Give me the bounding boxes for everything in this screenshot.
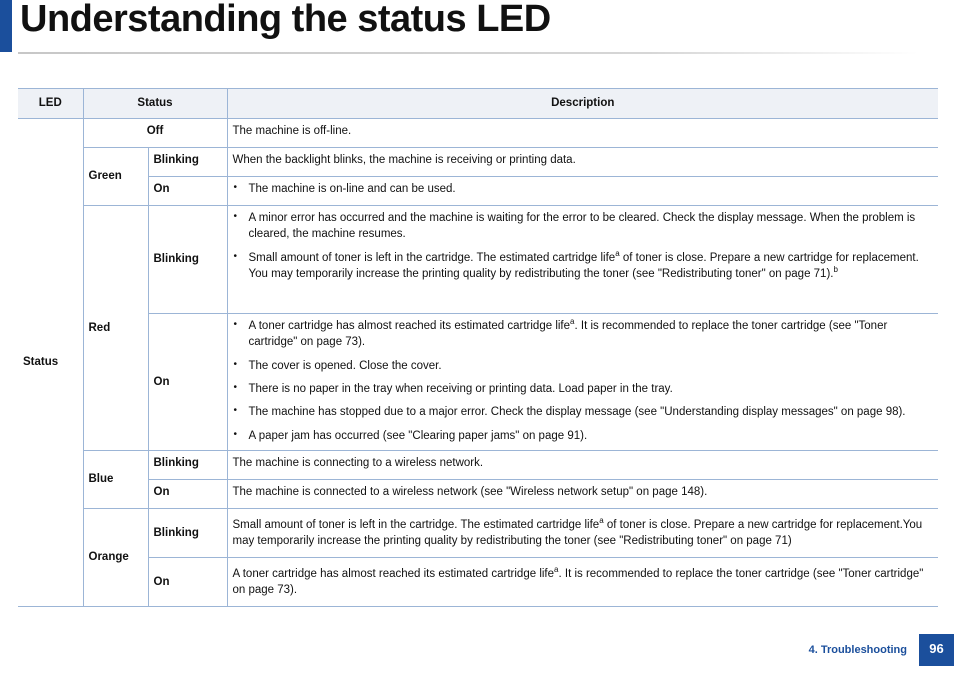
status-off: Off: [83, 119, 227, 148]
list-item: • A paper jam has occurred (see "Clearing paper jams" on page 91).: [233, 428, 934, 444]
status-green-blinking: Blinking: [148, 148, 227, 177]
list-item: • The machine has stopped due to a major error. Check the display message (see "Understanding display messages" on page 98).: [233, 404, 934, 420]
description-red-on: [227, 314, 938, 451]
description-blue-on: The machine is connected to a wireless network (see "Wireless network setup" on page 148).: [227, 480, 938, 509]
list-item: • The cover is opened. Close the cover.: [233, 358, 934, 374]
status-green-on: On: [148, 177, 227, 206]
table-row-off: [18, 119, 938, 148]
table-row-orange-on: [18, 558, 938, 607]
table-row-blue-blinking: [18, 451, 938, 480]
table-row-green-on: [18, 177, 938, 206]
footnote-ref-a: a: [599, 515, 604, 525]
status-led-table: [18, 88, 938, 607]
title-divider: [18, 52, 918, 54]
status-blue-blinking: Blinking: [148, 451, 227, 480]
description-green-blinking: When the backlight blinks, the machine is receiving or printing data.: [227, 148, 938, 177]
status-blue-on: On: [148, 480, 227, 509]
led-name-cell: Status: [18, 119, 83, 607]
table-row-blue-on: [18, 480, 938, 509]
list-item: • There is no paper in the tray when receiving or printing data. Load paper in the tray.: [233, 381, 934, 397]
list-item: • The machine is on-line and can be used.: [233, 181, 934, 197]
description-orange-blinking: Small amount of toner is left in the cartridge. The estimated cartridge life$^a$ of toner is close. Prepare a new cartridge for replacement.You may temporarily increase the printing quality by redistributing the toner (see "Redistributing toner" on page 71): [227, 509, 938, 558]
table-header-row: [18, 89, 938, 119]
table-row-orange-blinking: [18, 509, 938, 558]
color-blue: Blue: [83, 451, 148, 509]
description-red-blinking: [227, 206, 938, 314]
color-orange: Orange: [83, 509, 148, 607]
list-item: • A toner cartridge has almost reached its estimated cartridge life$^a$. It is recommended to replace the toner cartridge (see "Toner cartridge" on page 73).: [233, 318, 934, 351]
column-header-description: Description: [227, 89, 938, 119]
column-header-status: Status: [83, 89, 227, 119]
title-accent-bar: [0, 0, 12, 52]
status-red-blinking: Blinking: [148, 206, 227, 314]
list-item: • A minor error has occurred and the machine is waiting for the error to be cleared. Check the display message. When the problem is cleared, the machine resumes.: [233, 210, 934, 243]
footnote-ref-a: a: [570, 317, 575, 327]
color-green: Green: [83, 148, 148, 206]
description-blue-blinking: The machine is connecting to a wireless network.: [227, 451, 938, 480]
table-row-red-blinking: [18, 206, 938, 314]
list-item: • Small amount of toner is left in the cartridge. The estimated cartridge life$^a$ of toner is close. Prepare a new cartridge for replacement. You may temporarily increase the printing quality by redistributing the toner (see "Redistributing toner" on page 71).$^b$: [233, 250, 934, 283]
footer-section-label: 4. Troubleshooting: [808, 644, 907, 656]
footnote-ref-a: a: [554, 564, 559, 574]
footnote-ref-b: b: [833, 265, 838, 275]
table-row-red-on: [18, 314, 938, 451]
table-row-green-blinking: [18, 148, 938, 177]
description-off: The machine is off-line.: [227, 119, 938, 148]
status-orange-blinking: Blinking: [148, 509, 227, 558]
status-red-on: On: [148, 314, 227, 451]
column-header-led: LED: [18, 89, 83, 119]
page-title: Understanding the status LED: [20, 0, 551, 40]
description-green-on: [227, 177, 938, 206]
description-orange-on: A toner cartridge has almost reached its estimated cartridge life$^a$. It is recommended to replace the toner cartridge (see "Toner cartridge" on page 73).: [227, 558, 938, 607]
color-red: Red: [83, 206, 148, 451]
status-orange-on: On: [148, 558, 227, 607]
page-number: 96: [919, 634, 954, 666]
footnote-ref-a: a: [615, 248, 620, 258]
